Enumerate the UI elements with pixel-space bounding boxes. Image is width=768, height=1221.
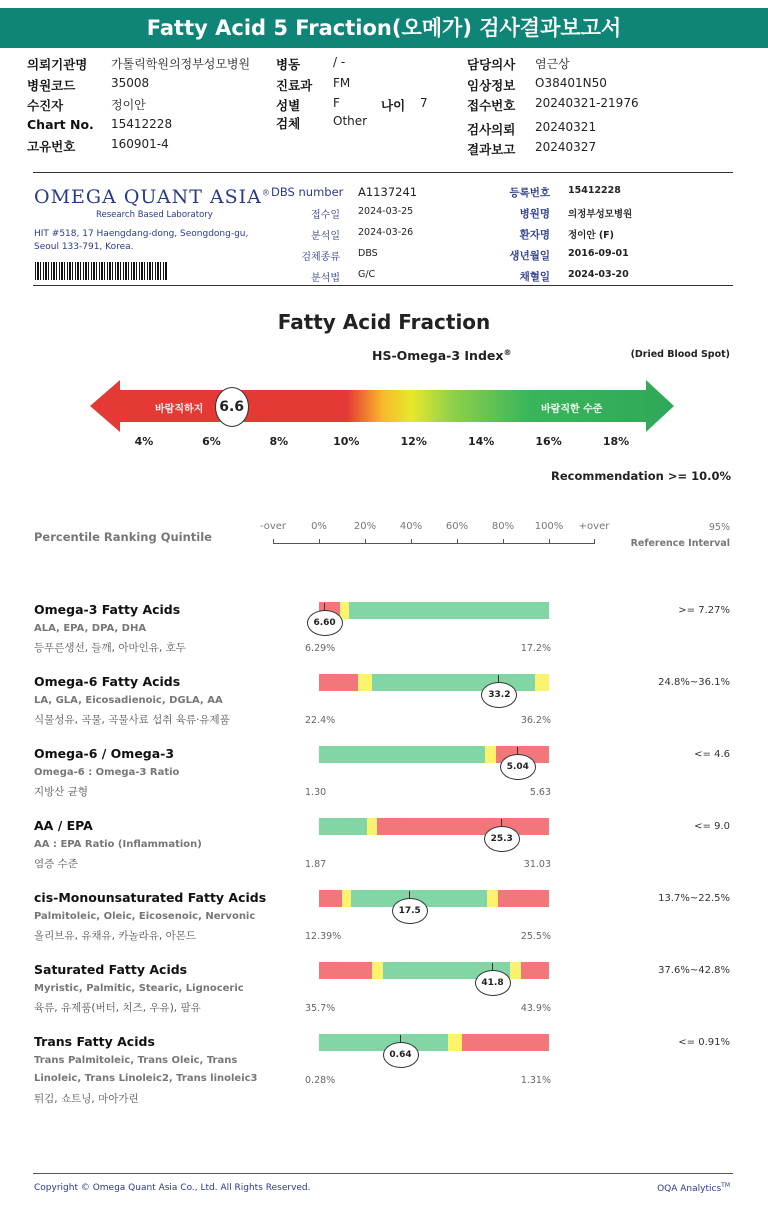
patient-label: 접수번호 xyxy=(467,98,516,113)
recommendation: Recommendation >= 10.0% xyxy=(550,469,731,483)
arrow-tick: 18% xyxy=(602,435,630,448)
row-reference: 13.7%~22.5% xyxy=(658,893,730,904)
patient-label: 수진자 xyxy=(27,98,64,113)
sample-value: G/C xyxy=(358,269,376,280)
card-top-divider xyxy=(33,172,733,173)
arrow-tick: 12% xyxy=(400,435,427,448)
patient-label: 결과보고 xyxy=(467,142,516,157)
row-foods: 지방산 균형 xyxy=(34,786,89,798)
bar-segment xyxy=(319,674,359,691)
arrow-tick: 14% xyxy=(467,435,495,448)
index-value: 6.6 xyxy=(219,399,245,415)
bar-segment xyxy=(358,674,372,691)
row-subtitle: Myristic, Palmitic, Stearic, Lignoceric xyxy=(34,983,244,994)
patient-label: 검체 xyxy=(276,116,301,131)
footer-brand: OQA Analytics™ xyxy=(657,1182,730,1194)
row-min: 0.28% xyxy=(305,1075,336,1086)
sample-right-label: 병원명 xyxy=(519,208,550,220)
barcode xyxy=(35,262,167,280)
row-reference: <= 9.0 xyxy=(694,821,730,832)
row-max: 1.31% xyxy=(520,1075,551,1086)
row-reference: >= 7.27% xyxy=(678,605,730,616)
patient-value: 20240321 xyxy=(535,119,597,134)
quintile-label: Percentile Ranking Quintile xyxy=(34,530,212,544)
sample-right-value: 2024-03-20 xyxy=(568,269,629,280)
row-max: 31.03 xyxy=(523,859,551,870)
quintile-tick: +over xyxy=(578,521,610,532)
row-subtitle: ALA, EPA, DPA, DHA xyxy=(34,623,147,634)
bar-segment xyxy=(521,962,549,979)
index-value-marker xyxy=(215,387,249,427)
quintile-tick: 20% xyxy=(353,521,377,532)
row-foods: 염증 수준 xyxy=(34,858,78,870)
bar-segment xyxy=(319,890,343,907)
row-title: cis-Monounsaturated Fatty Acids xyxy=(34,890,267,905)
row-foods: 육류, 유제품(버터, 치즈, 우유), 팜유 xyxy=(34,1002,201,1014)
quintile-tick: 80% xyxy=(491,521,515,532)
sample-right-value: 2016-09-01 xyxy=(568,248,629,259)
patient-label: 병동 xyxy=(276,57,301,72)
sample-label: 검체종류 xyxy=(301,252,340,263)
ref-interval-label: Reference Interval xyxy=(630,538,730,549)
patient-value: 160901-4 xyxy=(111,137,169,151)
row-reference: 24.8%~36.1% xyxy=(658,677,730,688)
row-value-marker: 25.3 xyxy=(484,826,520,852)
patient-value: 20240327 xyxy=(535,140,597,154)
patient-label: Chart No. xyxy=(27,116,94,132)
bar-segment xyxy=(535,674,549,691)
lab-reg: ® xyxy=(261,188,271,198)
row-max: 25.5% xyxy=(520,931,551,942)
bar-segment xyxy=(498,890,549,907)
bar-segment xyxy=(462,1034,549,1051)
sample-right-label: 채혈일 xyxy=(519,271,550,283)
patient-value: 20240321-21976 xyxy=(535,96,639,110)
patient-value: 35008 xyxy=(111,75,150,90)
row-max: 36.2% xyxy=(520,715,551,726)
bar-segment xyxy=(319,818,368,835)
row-min: 22.4% xyxy=(305,715,336,726)
row-max: 43.9% xyxy=(520,1003,551,1014)
bar-segment xyxy=(319,962,372,979)
row-min: 1.30 xyxy=(305,787,327,798)
row-min: 6.29% xyxy=(305,643,336,654)
row-value-marker: 17.5 xyxy=(392,898,428,924)
quintile-tick: 0% xyxy=(311,521,327,532)
row-subtitle: AA : EPA Ratio (Inflammation) xyxy=(34,839,202,850)
patient-label: 임상정보 xyxy=(467,77,516,93)
row-subtitle: Trans Palmitoleic, Trans Oleic, Trans xyxy=(34,1055,238,1066)
row-max: 5.63 xyxy=(529,787,551,798)
row-value-marker: 6.60 xyxy=(307,610,343,636)
footer-divider xyxy=(33,1173,733,1174)
row-subtitle-2: Linoleic, Trans Linoleic2, Trans linoleic3 xyxy=(34,1073,258,1084)
row-value-marker: 33.2 xyxy=(481,682,517,708)
card-info-divider xyxy=(33,285,733,286)
bar-segment xyxy=(319,1034,448,1051)
row-reference: <= 0.91% xyxy=(678,1037,730,1048)
sample-right-value: 의정부성모병원 xyxy=(568,209,633,220)
row-subtitle: LA, GLA, Eicosadienoic, DGLA, AA xyxy=(34,695,223,706)
row-subtitle: Palmitoleic, Oleic, Eicosenoic, Nervonic xyxy=(34,911,256,922)
quintile-tick: -over xyxy=(259,521,287,532)
patient-label: 담당의사 xyxy=(467,57,516,72)
lab-logo xyxy=(34,186,271,208)
arrow-tick: 6% xyxy=(202,435,221,448)
row-foods: 등푸른생선, 들깨, 아마인유, 호두 xyxy=(34,642,186,654)
lab-address-2: Seoul 133-791, Korea. xyxy=(34,242,134,252)
arrow-left-text: 바람직하지 xyxy=(155,404,204,415)
patient-value: 염근상 xyxy=(535,57,570,71)
bar-segment xyxy=(372,962,384,979)
dried-blood-spot: (Dried Blood Spot) xyxy=(630,349,730,360)
patient-value: F xyxy=(333,96,340,110)
patient-value: O38401N50 xyxy=(535,75,607,90)
quintile-tick-mark xyxy=(594,539,595,544)
lab-name: OMEGA QUANT ASIA xyxy=(34,186,262,208)
row-title: Trans Fatty Acids xyxy=(34,1034,155,1049)
row-foods: 튀김, 쇼트닝, 마아가린 xyxy=(34,1093,139,1105)
lab-address-1: HIT #518, 17 Haengdang-dong, Seongdong-gu, xyxy=(34,229,249,239)
dbs-value: A1137241 xyxy=(358,185,418,199)
patient-label: 의뢰기관명 xyxy=(27,57,88,72)
row-bar xyxy=(319,890,549,907)
sample-label: 접수일 xyxy=(311,210,340,221)
row-foods: 올리브유, 유채유, 카놀라유, 아몬드 xyxy=(34,930,197,942)
sample-right-value: 15412228 xyxy=(568,185,621,196)
sample-right-label: 생년월일 xyxy=(509,250,550,262)
quintile-tick: 60% xyxy=(445,521,469,532)
patient-value: 가톨릭학원의정부성모병원 xyxy=(111,57,251,71)
sample-value: DBS xyxy=(358,248,378,259)
row-reference: 37.6%~42.8% xyxy=(658,965,730,976)
ref-interval-top: 95% xyxy=(708,522,730,533)
patient-label: 병원코드 xyxy=(27,77,76,93)
patient-value: FM xyxy=(333,75,351,90)
quintile-tick: 100% xyxy=(534,521,564,532)
row-bar xyxy=(319,1034,549,1051)
index-label: HS-Omega-3 Index® xyxy=(372,348,512,364)
sample-right-label: 등록번호 xyxy=(509,187,550,199)
patient-label: 성별 xyxy=(276,98,301,113)
row-value-marker: 41.8 xyxy=(475,970,511,996)
row-value-marker: 5.04 xyxy=(500,754,536,780)
arrow-tick: 10% xyxy=(333,435,360,448)
row-bar xyxy=(319,602,549,619)
arrow-right-text: 바람직한 수준 xyxy=(541,404,603,415)
row-title: Omega-6 Fatty Acids xyxy=(34,674,181,689)
row-value-marker: 0.64 xyxy=(383,1042,419,1068)
row-subtitle: Omega-6 : Omega-3 Ratio xyxy=(34,767,180,778)
quintile-tick: 40% xyxy=(399,521,423,532)
row-min: 35.7% xyxy=(305,1003,336,1014)
row-max: 17.2% xyxy=(520,643,551,654)
bar-segment xyxy=(448,1034,462,1051)
bar-segment xyxy=(487,890,499,907)
bar-segment xyxy=(377,818,550,835)
row-bar xyxy=(319,962,549,979)
quintile-axis xyxy=(274,543,594,544)
row-title: Omega-3 Fatty Acids xyxy=(34,602,181,617)
sample-right-label: 환자명 xyxy=(519,229,550,241)
row-min: 12.39% xyxy=(305,931,342,942)
age-label: 나이 xyxy=(381,98,406,113)
lab-tagline: Research Based Laboratory xyxy=(96,210,213,220)
bar-segment xyxy=(349,602,549,619)
sample-right-value: 정이안 (F) xyxy=(568,230,615,241)
footer-copyright: Copyright © Omega Quant Asia Co., Ltd. All Rights Reserved. xyxy=(34,1183,311,1193)
patient-value: 15412228 xyxy=(111,116,173,131)
bar-segment xyxy=(485,746,497,763)
sample-value: 2024-03-25 xyxy=(358,206,414,217)
patient-value: / - xyxy=(333,55,346,69)
patient-value: Other xyxy=(333,114,368,128)
row-title: Saturated Fatty Acids xyxy=(34,962,188,977)
report-title: Fatty Acid 5 Fraction(오메가) 검사결과보고서 xyxy=(0,8,768,48)
row-title: Omega-6 / Omega-3 xyxy=(34,746,175,761)
row-title: AA / EPA xyxy=(34,818,93,833)
age-value: 7 xyxy=(420,96,428,110)
sample-value: 2024-03-26 xyxy=(358,227,414,238)
bar-segment xyxy=(319,746,485,763)
patient-label: 진료과 xyxy=(276,77,313,93)
bar-segment xyxy=(510,962,522,979)
row-reference: <= 4.6 xyxy=(694,749,730,760)
row-foods: 식물성유, 곡물, 곡물사료 섭취 육류·유제품 xyxy=(34,714,230,726)
patient-value: 정이안 xyxy=(111,98,146,112)
patient-label: 검사의뢰 xyxy=(467,121,516,137)
arrow-tick: 8% xyxy=(269,435,289,448)
sample-label: 분석법 xyxy=(311,273,340,284)
fraction-heading: Fatty Acid Fraction xyxy=(277,310,491,334)
arrow-tick: 4% xyxy=(134,435,154,448)
sample-label: 분석일 xyxy=(311,231,340,242)
row-min: 1.87 xyxy=(305,859,327,870)
arrow-tick: 16% xyxy=(535,435,562,448)
patient-label: 고유번호 xyxy=(27,139,76,154)
dbs-label: DBS number xyxy=(271,185,344,199)
